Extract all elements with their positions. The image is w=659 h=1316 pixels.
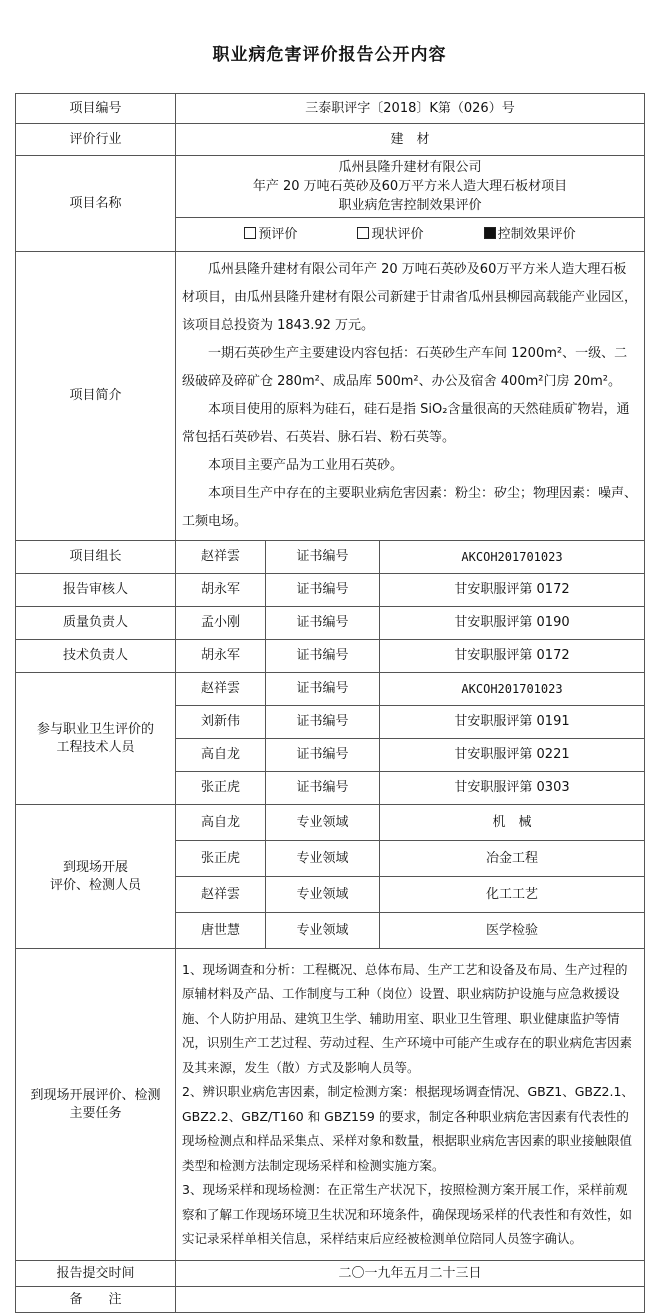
intro-paragraph: 本项目生产中存在的主要职业病危害因素：粉尘：矽尘；物理因素：噪声、工频电场。 [182,486,638,529]
onsite-field: 机 械 [380,805,645,841]
row-engineer [16,673,645,706]
option-control-eval: 控制效果评价 [484,226,576,244]
row-intro [16,252,645,541]
reviewer-label: 报告审核人 [16,574,176,607]
engineer-cert: 甘安职服评第 0221 [380,739,645,772]
intro-paragraph: 一期石英砂生产主要建设内容包括：石英砂生产车间 1200m²、一级、二级破碎及碎矿仓 280m²、成品库 500m²、办公及宿舍 400m²门房 20m²。 [182,346,628,389]
row-quality [16,607,645,640]
onsite-label: 到现场开展 评价、检测人员 [16,805,176,949]
page-title: 职业病危害评价报告公开内容 [212,45,447,65]
remark-value [176,1287,645,1313]
reviewer-name: 胡永军 [176,574,266,607]
cert-label: 证书编号 [266,739,380,772]
row-submit [16,1261,645,1287]
project-code-value: 三泰职评字〔2018〕K第（026）号 [176,94,645,124]
intro-label: 项目简介 [16,252,176,541]
row-industry [16,124,645,156]
engineer-name: 赵祥雲 [176,673,266,706]
row-project-name [16,156,645,218]
quality-label: 质量负责人 [16,607,176,640]
project-code-label: 项目编号 [16,94,176,124]
submit-label: 报告提交时间 [16,1261,176,1287]
cert-label: 证书编号 [266,706,380,739]
cert-label: 证书编号 [266,640,380,673]
row-tasks [16,949,645,1261]
option-pre-eval: 预评价 [244,226,297,244]
task-item: 3、现场采样和现场检测：在正常生产状况下，按照检测方案开展工作，采样前观察和了解工作现场环境卫生状况和环境条件，确保现场采样的代表性和有效性，如实记录采样单相关信息，采样结束后应经被检测单位陪同人员签字确认。 [182,1182,633,1246]
intro-paragraph: 瓜州县隆升建材有限公司年产 20 万吨石英砂及60万平方米人造大理石板材项目，由瓜州县隆升建材有限公司新建于甘肃省瓜州县柳园高载能产业园区，该项目总投资为 1843.92 万元。 [182,262,638,333]
tech-label: 技术负责人 [16,640,176,673]
task-item: 1、现场调查和分析：工程概况、总体布局、生产工艺和设备及布局、生产过程的原辅材料及产品、工作制度与工种（岗位）设置、职业病防护设施与应急救援设施、个人防护用品、建筑卫生学、辅助用室、职业卫生管理、职业健康监护等情况，识别生产工艺过程、劳动过程、生产环境中可能产生或存在的职业病危害因素及其来源，发生（散）方式及影响人员等。 [182,961,633,1075]
project-name-value [176,156,645,218]
engineer-name: 高自龙 [176,739,266,772]
row-reviewer [16,574,645,607]
onsite-field: 医学检验 [380,913,645,949]
project-name-line: 年产 20 万吨石英砂及60万平方米人造大理石板材项目 [252,179,568,194]
project-name-line: 职业病危害控制效果评价 [338,198,482,213]
engineer-cert: 甘安职服评第 0191 [380,706,645,739]
reviewer-cert: 甘安职服评第 0172 [380,574,645,607]
option-status-eval: 现状评价 [357,226,423,244]
onsite-field: 冶金工程 [380,841,645,877]
field-label: 专业领域 [266,913,380,949]
field-label: 专业领域 [266,805,380,841]
intro-paragraph: 本项目使用的原料为硅石，硅石是指 SiO₂含量很高的天然硅质矿物岩，通常包括石英砂岩、石英岩、脉石岩、粉石英等。 [182,402,630,445]
field-label: 专业领域 [266,877,380,913]
cert-label: 证书编号 [266,772,380,805]
engineer-cert: AKCOH201701023 [380,673,645,706]
row-project-code [16,94,645,124]
leader-name: 赵祥雲 [176,541,266,574]
tasks-label: 到现场开展评价、检测 主要任务 [16,949,176,1261]
industry-label: 评价行业 [16,124,176,156]
tech-cert: 甘安职服评第 0172 [380,640,645,673]
onsite-name: 高自龙 [176,805,266,841]
task-item: 2、辨识职业病危害因素，制定检测方案：根据现场调查情况、GBZ1、GBZ2.1、GBZ2.2、GBZ/T160 和 GBZ159 的要求，制定各种职业病危害因素有代表性的现场检测点和样品采集点、采样对象和数量，根据职业病危害因素的职业接触限值类型和检测方法制定现场采样和检测实施方案。 [182,1084,634,1173]
industry-value: 建 材 [176,124,645,156]
onsite-name: 赵祥雲 [176,877,266,913]
checkbox-icon [357,227,369,239]
project-name-line: 瓜州县隆升建材有限公司 [338,160,482,175]
engineer-name: 刘新伟 [176,706,266,739]
intro-paragraph: 本项目主要产品为工业用石英砂。 [208,458,404,473]
remark-label: 备 注 [16,1287,176,1313]
cert-label: 证书编号 [266,673,380,706]
onsite-name: 唐世慧 [176,913,266,949]
submit-value: 二〇一九年五月二十三日 [176,1261,645,1287]
checkbox-icon [244,227,256,239]
leader-label: 项目组长 [16,541,176,574]
eval-type-options [176,218,645,252]
report-table [15,93,645,1313]
row-tech [16,640,645,673]
cert-label: 证书编号 [266,574,380,607]
engineers-label: 参与职业卫生评价的 工程技术人员 [16,673,176,805]
tasks-text [176,949,645,1261]
cert-label: 证书编号 [266,541,380,574]
cert-label: 证书编号 [266,607,380,640]
tech-name: 胡永军 [176,640,266,673]
onsite-field: 化工工艺 [380,877,645,913]
field-label: 专业领域 [266,841,380,877]
project-name-label: 项目名称 [16,156,176,252]
intro-text [176,252,645,541]
row-remark [16,1287,645,1313]
engineer-cert: 甘安职服评第 0303 [380,772,645,805]
engineer-name: 张正虎 [176,772,266,805]
quality-name: 孟小刚 [176,607,266,640]
checkbox-checked-icon [484,227,496,239]
onsite-name: 张正虎 [176,841,266,877]
leader-cert: AKCOH201701023 [380,541,645,574]
row-leader [16,541,645,574]
quality-cert: 甘安职服评第 0190 [380,607,645,640]
row-onsite [16,805,645,841]
